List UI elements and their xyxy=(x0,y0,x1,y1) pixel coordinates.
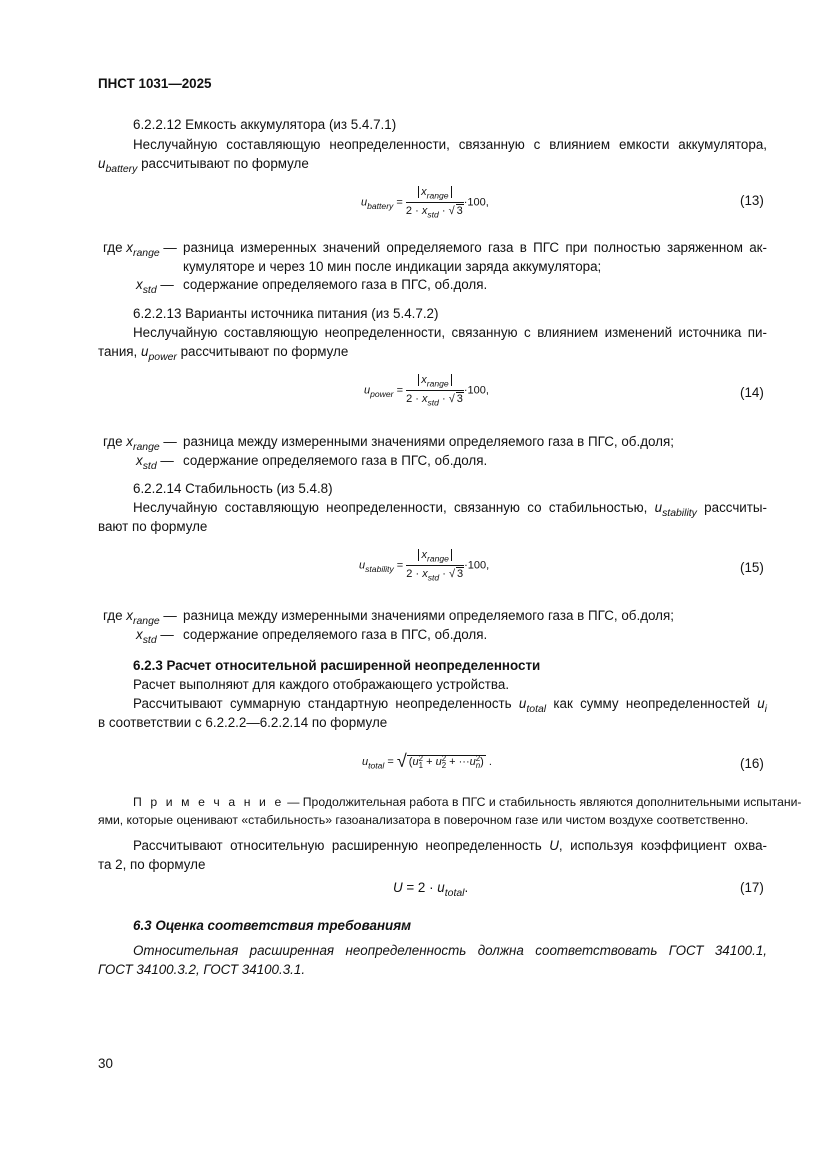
section-heading-6-2-2-12: 6.2.2.12 Емкость аккумулятора (из 5.4.7.1) xyxy=(133,117,397,132)
equation-number-17: (17) xyxy=(740,880,764,895)
symbol-U: U xyxy=(549,838,559,853)
eq-equals: = xyxy=(396,196,403,209)
definition-line: содержание определяемого газа в ПГС, об.доля. xyxy=(183,277,488,292)
where-term: $x_{std}$ — xyxy=(136,627,174,646)
paragraph-text: Неслучайную составляющую неопределенности, связанную со стабильностью, xyxy=(133,500,655,515)
paragraph-line: ГОСТ 34100.3.2, ГОСТ 34100.3.1. xyxy=(98,962,306,977)
symbol-u: u xyxy=(654,500,663,515)
var-x: x xyxy=(421,205,428,218)
op-dot: · xyxy=(442,568,446,581)
sub-n: n xyxy=(475,761,481,771)
const-2: 2 xyxy=(405,205,413,218)
eq-lhs-symbol: u xyxy=(364,384,371,397)
var-u: u xyxy=(437,880,445,895)
paragraph-line: в соответствии с 6.2.2.2—6.2.2.14 по формуле xyxy=(98,715,388,730)
var-x: x xyxy=(126,608,133,623)
var-x: x xyxy=(126,240,133,255)
eq-fraction xyxy=(406,549,464,583)
section-heading-6-2-2-14: 6.2.2.14 Стабильность (из 5.4.8) xyxy=(133,481,333,496)
paragraph-line: та 2, по формуле xyxy=(98,857,206,872)
eq-denominator: $2 \cdot x_{std}$ · √ 3 xyxy=(405,205,463,220)
op-dot: · xyxy=(442,393,446,406)
var-sub-std: std xyxy=(427,209,439,220)
eq-lhs-symbol: u xyxy=(362,756,369,768)
var-u: u xyxy=(469,756,476,768)
sup-2: 2 xyxy=(475,753,481,763)
sub-1: 1 xyxy=(418,761,423,771)
var-x: x xyxy=(136,453,143,468)
paragraph-text: тания, xyxy=(98,344,141,359)
var-x: x xyxy=(136,277,143,292)
eq-lhs-symbol: u xyxy=(359,559,366,572)
where-label: где xyxy=(103,608,123,623)
paragraph-text: рассчитывают по формуле xyxy=(137,156,309,171)
eq-lhs-symbol: U xyxy=(393,880,403,895)
var-sub-std: std xyxy=(427,397,439,408)
var-sub-std: std xyxy=(142,634,157,646)
symbol-u: u xyxy=(98,156,106,171)
eq-denominator: $2 \cdot x_{std}$ · √ 3 xyxy=(406,393,463,408)
paragraph-line: Расчет выполняют для каждого отображающего устройства. xyxy=(133,677,510,692)
symbol-u: u xyxy=(757,696,765,711)
definition-line: разница между измеренными значениями определяемого газа в ПГС, об.доля; xyxy=(183,434,674,449)
eq-lhs-subscript: stability xyxy=(365,563,394,574)
eq-lhs-symbol: u xyxy=(361,196,368,209)
where-term: где $x_{range}$ — xyxy=(103,240,177,259)
var-sub-range: range xyxy=(426,553,449,564)
equation-13 xyxy=(361,186,489,220)
definition-line: кумуляторе и через 10 мин после индикации заряда аккумулятора; xyxy=(183,259,602,274)
section-heading-6-2-2-13: 6.2.2.13 Варианты источника питания (из 5.4.7.2) xyxy=(133,306,439,321)
paragraph-line xyxy=(133,696,767,715)
eq-times-100: ·100, xyxy=(464,559,490,572)
var-x: x xyxy=(136,627,143,642)
paragraph-line: вают по формуле xyxy=(98,519,208,534)
paragraph-line: Неслучайную составляющую неопределенности, связанную с влиянием изменений источника пи- xyxy=(133,325,767,340)
note-line xyxy=(133,795,801,809)
var-x: x xyxy=(421,374,427,386)
paragraph-text: рассчиты- xyxy=(696,500,767,515)
eq-numerator xyxy=(406,186,464,203)
eq-end-dot: . xyxy=(488,756,492,768)
symbol-subscript: total xyxy=(526,703,547,715)
var-x: x xyxy=(421,393,428,406)
equation-14 xyxy=(364,374,489,408)
equation-number-16: (16) xyxy=(740,756,764,771)
var-sub-range: range xyxy=(426,378,449,389)
op-dot: · xyxy=(441,205,446,218)
var-sub-std: std xyxy=(142,284,157,296)
var-u: u xyxy=(435,756,442,768)
const-3: 3 xyxy=(456,205,463,218)
equation-15 xyxy=(359,549,489,583)
sup-2: 2 xyxy=(441,753,447,763)
eq-radicand: (u 2 1 + u 2 2 + ···u 2 n ) xyxy=(408,753,484,771)
eq-times-100: ·100, xyxy=(463,196,489,209)
eq-numerator xyxy=(406,374,464,391)
var-sub-std: std xyxy=(142,460,157,472)
equation-16: $u_{total}$ = √ (u 2 1 + u 2 2 + ···u 2 n ) . xyxy=(362,751,492,771)
eq-numerator xyxy=(406,549,464,566)
eq-times-100: ·100, xyxy=(463,384,489,397)
where-term: $x_{std}$ — xyxy=(136,277,174,296)
const-3: 3 xyxy=(456,393,463,406)
const-2: 2 xyxy=(406,393,413,406)
paragraph-line: Неслучайную составляющую неопределенности, связанную с влиянием емкости аккумулятора, xyxy=(133,137,767,152)
section-heading-6-3: 6.3 Оценка соответствия требованиям xyxy=(133,918,411,933)
var-x: x xyxy=(421,549,427,561)
where-term: где $x_{range}$ — xyxy=(103,434,177,453)
var-sub-range: range xyxy=(132,441,160,453)
equation-number-13: (13) xyxy=(740,193,764,208)
op-dot: · xyxy=(415,393,419,406)
const-3: 3 xyxy=(457,568,464,581)
note-text: — Продолжительная работа в ПГС и стабильность являются дополнительными испытани- xyxy=(283,795,802,809)
symbol-subscript: i xyxy=(764,703,767,715)
symbol-subscript: power xyxy=(148,351,177,363)
paragraph-text: Рассчитывают суммарную стандартную неопределенность xyxy=(133,696,519,711)
paragraph-line xyxy=(98,156,309,175)
var-sub-total: total xyxy=(444,887,465,899)
note-line: ями, которые оценивают «стабильность» газоанализатора в поверочном газе или чистом воздухе соответственно. xyxy=(98,813,749,827)
op-plus-dots: + ··· xyxy=(449,756,470,768)
var-x: x xyxy=(422,568,428,581)
eq-lhs-subscript: total xyxy=(368,760,385,771)
paragraph-text: , используя коэффициент охва- xyxy=(558,838,767,853)
eq-denominator: $2 \cdot x_{std}$ · √ 3 xyxy=(406,568,464,583)
sup-2: 2 xyxy=(418,753,423,763)
symbol-u: u xyxy=(518,696,527,711)
eq-fraction xyxy=(406,186,464,220)
equation-17 xyxy=(393,880,468,899)
document-code-header: ПНСТ 1031—2025 xyxy=(98,76,212,91)
page-number: 30 xyxy=(98,1056,113,1071)
where-label: где xyxy=(103,240,123,255)
definition-line: разница между измеренными значениями определяемого газа в ПГС, об.доля; xyxy=(183,608,674,623)
paragraph-text: рассчитывают по формуле xyxy=(176,344,349,359)
symbol-u: u xyxy=(141,344,149,359)
const-2: 2 xyxy=(406,568,413,581)
op-dot: · xyxy=(415,205,419,218)
var-x: x xyxy=(126,434,133,449)
op-dot: · xyxy=(415,568,420,581)
eq-end-dot: . xyxy=(464,880,469,895)
paragraph-text: как сумму неопределенностей xyxy=(546,696,758,711)
paragraph-text: Рассчитывают относительную расширенную неопределенность xyxy=(133,838,550,853)
eq-rhs: = 2 · xyxy=(402,880,438,895)
eq-equals: = xyxy=(396,384,403,397)
equation-number-15: (15) xyxy=(740,560,764,575)
var-sub-range: range xyxy=(426,190,449,201)
symbol-subscript: battery xyxy=(105,163,138,175)
where-term: где $x_{range}$ — xyxy=(103,608,177,627)
sub-2: 2 xyxy=(441,761,447,771)
var-sub-range: range xyxy=(132,615,160,627)
symbol-subscript: stability xyxy=(662,507,697,519)
var-sub-range: range xyxy=(132,247,160,259)
eq-lhs-subscript: power xyxy=(370,388,394,399)
var-sub-std: std xyxy=(427,572,440,583)
paragraph-line xyxy=(98,344,348,363)
section-heading-6-2-3: 6.2.3 Расчет относительной расширенной неопределенности xyxy=(133,658,541,673)
where-label: где xyxy=(103,434,123,449)
eq-equals: = xyxy=(387,756,394,768)
definition-line: разница измеренных значений определяемого газа в ПГС при полностью заряженном ак- xyxy=(183,240,767,255)
definition-line: содержание определяемого газа в ПГС, об.доля. xyxy=(183,453,488,468)
eq-equals: = xyxy=(396,559,404,572)
eq-lhs-subscript: battery xyxy=(367,200,394,211)
paragraph-line: Относительная расширенная неопределенность должна соответствовать ГОСТ 34100.1, xyxy=(133,943,767,958)
equation-number-14: (14) xyxy=(740,385,764,400)
paragraph-line xyxy=(133,500,767,519)
note-label: П р и м е ч а н и е xyxy=(133,795,284,809)
where-term: $x_{std}$ — xyxy=(136,453,174,472)
var-u: u xyxy=(412,756,419,768)
var-x: x xyxy=(421,186,427,198)
op-plus: + xyxy=(426,756,433,768)
eq-fraction xyxy=(406,374,464,408)
paragraph-line xyxy=(133,838,767,853)
definition-line: содержание определяемого газа в ПГС, об.доля. xyxy=(183,627,488,642)
